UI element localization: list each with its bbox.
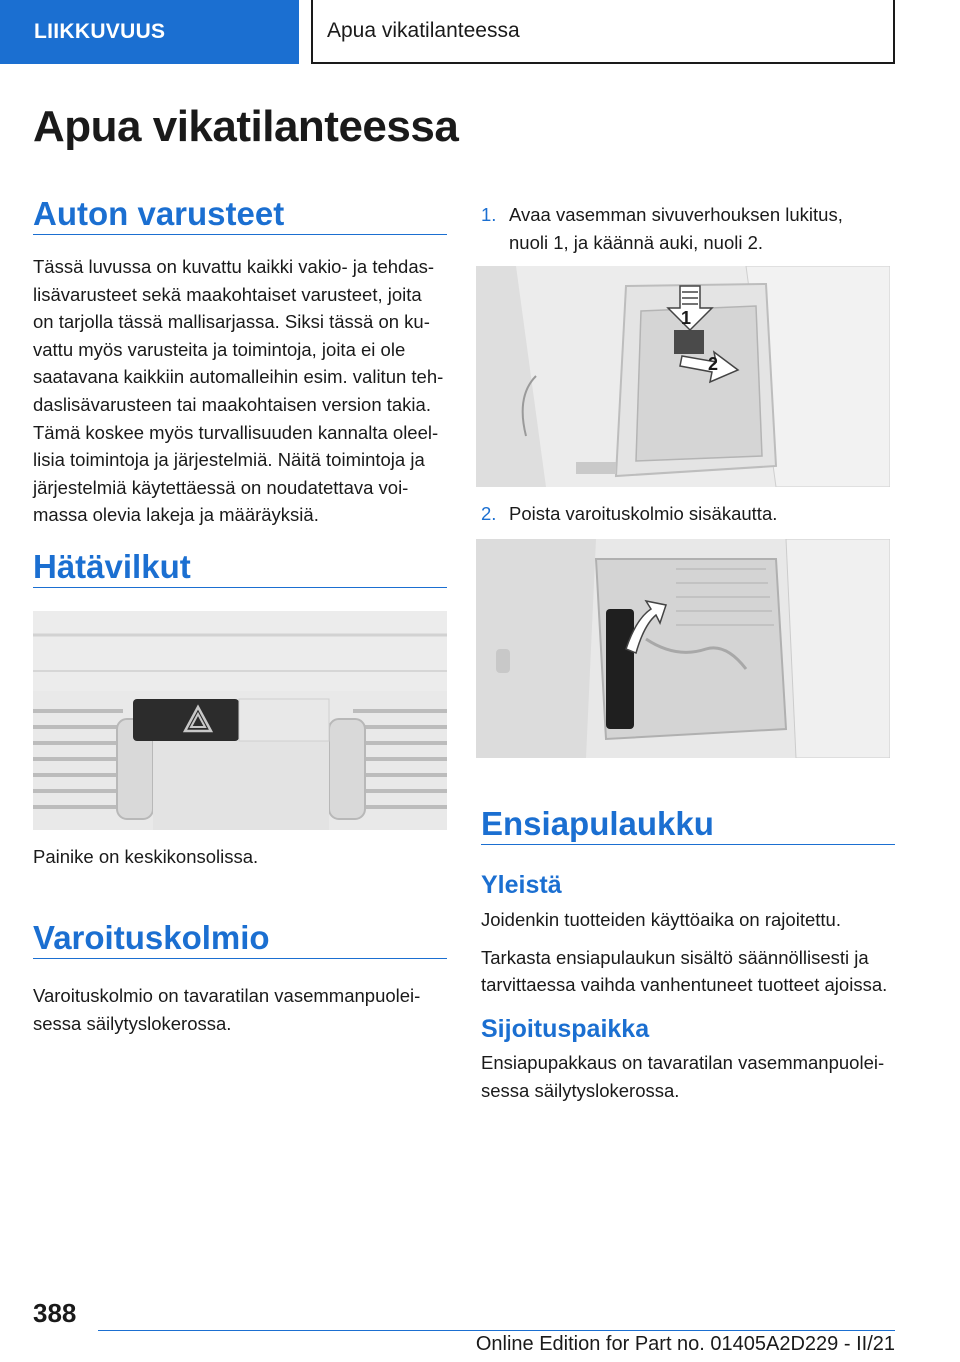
heading-ensiapulaukku: Ensiapulaukku: [481, 805, 714, 842]
sijoituspaikka-text: [481, 1049, 901, 1104]
edition-text: Online Edition for Part no. 01405A2D229 - II/21: [475, 1333, 895, 1355]
step-1: [481, 201, 895, 256]
heading-rule: [33, 958, 447, 959]
text-line: Ensiapupakkaus on tavaratilan vasemmanpuolei‐: [481, 1052, 885, 1073]
text-line: Joidenkin tuotteiden käyttöaika on rajoitettu.: [481, 909, 841, 930]
text-line: Varoituskolmio on tavaratilan vasemmanpuolei‐: [33, 985, 421, 1006]
text-line: lisävarusteet sekä maakohtaiset varusteet, joita: [33, 283, 422, 305]
text-line: tarvittaessa vaihda vanhentuneet tuotteet ajoissa.: [481, 974, 888, 996]
text-line: nuoli 1, ja käännä auki, nuoli 2.: [509, 231, 764, 253]
text-line: Poista varoituskolmio sisäkautta.: [509, 503, 778, 524]
heading-rule: [481, 844, 895, 845]
arrow-2-label: 2: [708, 354, 719, 374]
text-line: Avaa vasemman sivuverhouksen lukitus,: [509, 204, 843, 225]
heading-varoituskolmio: Varoituskolmio: [33, 919, 270, 956]
text-line: lisia toimintoja ja järjestelmiä. Näitä toimintoja ja: [33, 449, 425, 471]
text-line: vattu myös varusteita ja toimintoja, joita ei ole: [33, 338, 406, 360]
text-line: järjestelmiä käytettäessä on noudatettava voi‐: [33, 476, 409, 498]
heading-sijoituspaikka: Sijoituspaikka: [481, 1015, 650, 1043]
heading-auton-varusteet: Auton varusteet: [33, 195, 285, 232]
heading-rule: [33, 234, 447, 235]
text-line: sessa säilytyslokerossa.: [481, 1079, 680, 1101]
varoituskolmio-text: [33, 982, 453, 1037]
topic-header: Apua vikatilanteessa: [311, 0, 895, 64]
heading-rule: [33, 587, 447, 588]
storage-compartment-figure: [476, 539, 890, 758]
text-line: sessa säilytyslokerossa.: [33, 1012, 232, 1034]
step-number: 2.: [481, 503, 497, 524]
heading-hatavilkut: Hätävilkut: [33, 548, 191, 585]
heading-yleista: Yleistä: [481, 871, 562, 899]
step-2: [481, 500, 895, 528]
step-number: 1.: [481, 204, 497, 225]
text-line: Tässä luvussa on kuvattu kaikki vakio- ja tehdas‐: [33, 256, 435, 277]
yleista-text: [481, 906, 901, 999]
text-line: Tämä koskee myös turvallisuuden kannalta oleel‐: [33, 421, 439, 443]
page-number: 388: [33, 1298, 77, 1328]
text-line: Tarkasta ensiapulaukun sisältö säännöllisesti ja: [481, 946, 869, 968]
hazard-caption: Painike on keskikonsolissa.: [33, 846, 259, 867]
arrow-1-label: 1: [681, 308, 692, 328]
text-line: massa olevia lakeja ja määräyksiä.: [33, 504, 319, 526]
footer-rule: [98, 1330, 895, 1331]
side-trim-figure: [476, 266, 890, 487]
hazard-button-figure: [33, 611, 447, 830]
text-line: on tarjolla tässä mallisarjassa. Siksi tässä on ku‐: [33, 311, 430, 333]
auton-varusteet-text: [33, 253, 453, 529]
page-title: Apua vikatilanteessa: [33, 102, 459, 151]
chapter-tab: LIIKKUVUUS: [0, 0, 299, 64]
text-line: saatavana kaikkiin automalleihin esim. valitun teh‐: [33, 366, 444, 388]
text-line: daslisävarusteen tai maakohtaisen version takia.: [33, 393, 431, 415]
